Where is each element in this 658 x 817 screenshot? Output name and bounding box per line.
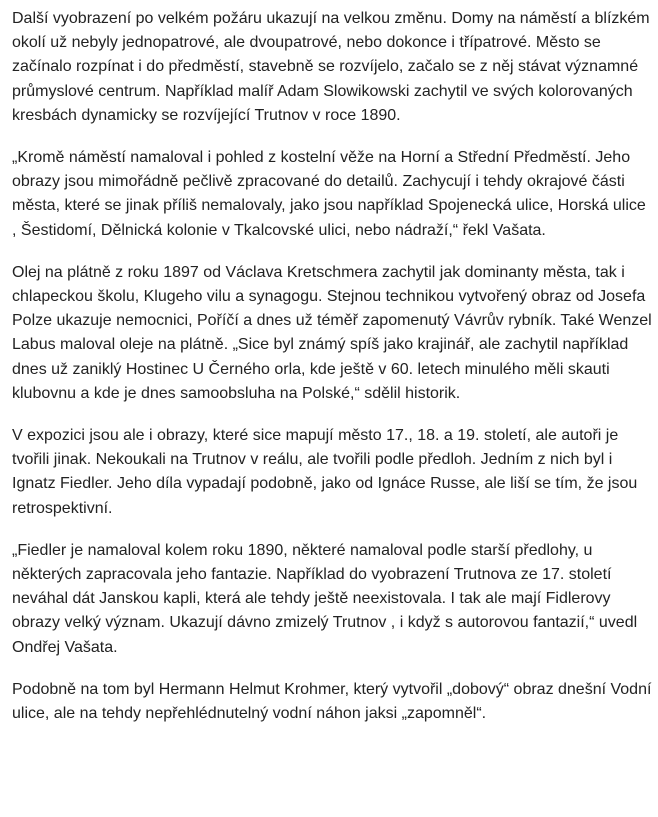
article-paragraph: Olej na plátně z roku 1897 od Václava Kretschmera zachytil jak dominanty města, tak i chlapeckou školu, Klugeho vilu a synagogu. Stejnou technikou vytvořený obraz od Josefa Polze ukazuje nemocnici, Poříčí a dnes už téměř zapomenutý Vávrův rybník. Také Wenzel Labus maloval oleje na plátně. „Sice byl známý spíš jako krajinář, ale zachytil například dnes už zaniklý Hostinec U Černého orla, kde ještě v 60. letech minulého měli skauti klubovnu a kde je dnes samoobsluha na Polské,“ sdělil historik. (12, 263, 652, 402)
article-paragraph: Další vyobrazení po velkém požáru ukazují na velkou změnu. Domy na náměstí a blízkém okolí už nebyly jednopatrové, ale dvoupatrové, nebo dokonce i třípatrové. Město se začínalo rozpínat i do předměstí, stavebně se rozvíjelo, začalo se z něj stávat významné průmyslové centrum. Například malíř Adam Slowikowski zachytil ve svých kolorovaných kresbách dynamicky se rozvíjející Trutnov v roce 1890. (12, 10, 650, 124)
article-paragraph: V expozici jsou ale i obrazy, které sice mapují město 17., 18. a 19. století, ale autoři je tvořili jinak. Nekoukali na Trutnov v reálu, ale tvořili podle předloh. Jedním z nich byl i Ignatz Fiedler. Jeho díla vypadají podobně, jako od Ignáce Russe, ale liší se tím, že jsou retrospektivní. (12, 427, 638, 517)
article-paragraph: „Fiedler je namaloval kolem roku 1890, některé namaloval podle starší předlohy, u některých zapracovala jeho fantazie. Například do vyobrazení Trutnova ze 17. století neváhal dát Janskou kapli, která ale tehdy ještě neexistovala. I tak ale mají Fidlerovy obrazy velký význam. Ukazují dávno zmizelý Trutnov , i když s autorovou fantazií,“ uvedl Ondřej Vašata. (12, 541, 638, 656)
article-paragraph: Podobně na tom byl Hermann Helmut Krohmer, který vytvořil „dobový“ obraz dnešní Vodní ulice, ale na tehdy nepřehlédnutelný vodní náhon jaksi „zapomněl“. (12, 680, 652, 723)
article-paragraph: „Kromě náměstí namaloval i pohled z kostelní věže na Horní a Střední Předměstí. Jeho obrazy jsou mimořádně pečlivě zpracované do detailů. Zachycují i tehdy okrajové části města, které se jinak příliš nemalovaly, jako jsou například Spojenecká ulice, Horská ulice , Šestidomí, Dělnická kolonie v Tkalcovské ulici, nebo nádraží,“ řekl Vašata. (12, 149, 646, 239)
